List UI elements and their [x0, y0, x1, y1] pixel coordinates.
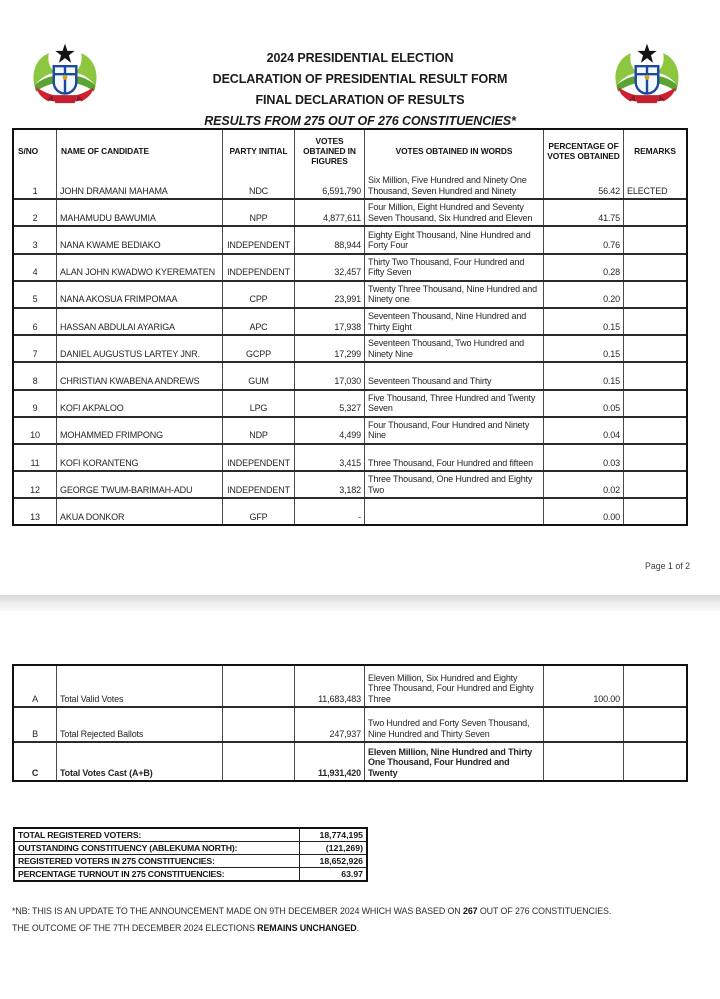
stats-value: 18,652,926 [319, 856, 363, 866]
col-header-sno: S/NO [18, 145, 39, 156]
footnote [12, 903, 712, 936]
result-cell-words [364, 499, 543, 524]
result-cell-remarks [623, 391, 686, 416]
result-cell-remarks [623, 227, 686, 252]
result-cell-party: INDEPENDENT [222, 472, 294, 497]
stats-value: 18,774,195 [319, 830, 363, 840]
result-cell-remarks [623, 499, 686, 524]
ghana-coat-of-arms-right-icon [606, 42, 688, 108]
col-header-words: VOTES OBTAINED IN WORDS [364, 130, 543, 171]
result-cell-figures: 23,991 [294, 282, 364, 307]
summary-row-C [14, 741, 686, 780]
result-cell-remarks [623, 282, 686, 307]
result-cell-sno: 11 [30, 457, 40, 468]
footnote-segment: *NB: THIS IS AN UPDATE TO THE ANNOUNCEMENT MADE ON 9TH DECEMBER 2024 WHICH WAS BASED ON [12, 906, 463, 916]
summary-cell-percent: 100.00 [543, 666, 623, 706]
registered-voters-table [13, 827, 368, 882]
results-table-header [14, 130, 686, 171]
summary-cell-party [222, 666, 294, 706]
result-cell-name: GEORGE TWUM-BARIMAH-ADU [56, 472, 222, 497]
result-cell-name: KOFI KORANTENG [56, 445, 222, 470]
col-header-percent: PERCENTAGE OF VOTES OBTAINED [543, 130, 623, 171]
col-header-figures: VOTES OBTAINED IN FIGURES [294, 130, 364, 171]
result-cell-figures: 32,457 [294, 255, 364, 280]
result-cell-words: Three Thousand, One Hundred and Eighty Two [364, 472, 543, 497]
result-cell-sno: 5 [32, 294, 38, 305]
summary-cell-words: Two Hundred and Forty Seven Thousand, Nine Hundred and Thirty Seven [364, 708, 543, 741]
result-row-4 [14, 253, 686, 280]
result-cell-words: Four Million, Eight Hundred and Seventy Seven Thousand, Six Hundred and Eleven [364, 200, 543, 225]
footnote-segment: . [356, 922, 359, 933]
result-cell-name: JOHN DRAMANI MAHAMA [56, 171, 222, 198]
result-cell-percent: 0.28 [543, 255, 623, 280]
result-cell-party: GCPP [222, 336, 294, 361]
summary-cell-name: Total Votes Cast (A+B) [56, 743, 222, 780]
summary-row-B [14, 706, 686, 741]
result-cell-name: DANIEL AUGUSTUS LARTEY JNR. [56, 336, 222, 361]
result-cell-words: Seventeen Thousand, Nine Hundred and Thirty Eight [364, 309, 543, 334]
result-cell-remarks [623, 336, 686, 361]
summary-cell-remarks [623, 708, 686, 741]
result-cell-sno: 7 [32, 348, 38, 359]
stats-label: REGISTERED VOTERS IN 275 CONSTITUENCIES: [15, 855, 300, 867]
result-cell-sno: 4 [32, 267, 38, 278]
result-cell-words: Seventeen Thousand and Thirty [364, 363, 543, 388]
result-row-11 [14, 443, 686, 470]
result-cell-sno: 2 [32, 212, 38, 223]
result-cell-figures: 3,182 [294, 472, 364, 497]
stats-row-1 [15, 841, 366, 854]
result-cell-percent: 0.03 [543, 445, 623, 470]
summary-cell-remarks [623, 666, 686, 706]
summary-cell-name: Total Rejected Ballots [56, 708, 222, 741]
stats-row-3 [15, 867, 366, 880]
result-row-5 [14, 280, 686, 307]
result-row-12 [14, 470, 686, 497]
summary-cell-percent [543, 743, 623, 780]
result-cell-figures: 17,938 [294, 309, 364, 334]
footnote-segment: OUT OF 276 CONSTITUENCIES. [477, 906, 612, 916]
summary-cell-party [222, 743, 294, 780]
result-cell-party: INDEPENDENT [222, 445, 294, 470]
result-cell-percent: 0.02 [543, 472, 623, 497]
result-cell-name: NANA AKOSUA FRIMPOMAA [56, 282, 222, 307]
result-cell-percent: 0.20 [543, 282, 623, 307]
document-header [110, 48, 610, 132]
result-cell-figures: 17,299 [294, 336, 364, 361]
result-cell-name: MAHAMUDU BAWUMIA [56, 200, 222, 225]
stats-label: TOTAL REGISTERED VOTERS: [15, 829, 300, 841]
result-cell-party: INDEPENDENT [222, 255, 294, 280]
summary-cell-percent [543, 708, 623, 741]
result-cell-party: GUM [222, 363, 294, 388]
footnote-segment: REMAINS UNCHANGED [257, 922, 357, 933]
result-cell-remarks [623, 445, 686, 470]
footnote-line-1 [12, 903, 712, 920]
result-cell-figures: 5,327 [294, 391, 364, 416]
result-cell-remarks [623, 255, 686, 280]
stats-label: PERCENTAGE TURNOUT IN 275 CONSTITUENCIES: [15, 868, 300, 880]
footnote-segment: THE OUTCOME OF THE 7TH DECEMBER 2024 ELECTIONS [12, 922, 258, 933]
footnote-line-2 [12, 920, 712, 937]
summary-cell-sno: C [31, 767, 39, 778]
result-row-3 [14, 225, 686, 252]
results-table [12, 128, 688, 526]
result-cell-party: CPP [222, 282, 294, 307]
result-row-8 [14, 361, 686, 388]
result-cell-figures: 17,030 [294, 363, 364, 388]
result-cell-name: KOFI AKPALOO [56, 391, 222, 416]
result-cell-figures: 6,591,790 [294, 171, 364, 198]
footnote-segment: 267 [462, 906, 478, 916]
result-cell-percent: 0.15 [543, 363, 623, 388]
title-final-declaration: FINAL DECLARATION OF RESULTS [255, 93, 465, 107]
summary-cell-sno: A [32, 693, 38, 704]
result-cell-figures: 88,944 [294, 227, 364, 252]
stats-value: 63.97 [341, 869, 363, 879]
result-row-6 [14, 307, 686, 334]
result-row-10 [14, 416, 686, 443]
summary-row-A [14, 666, 686, 706]
result-cell-words: Twenty Three Thousand, Nine Hundred and Ninety one [364, 282, 543, 307]
result-cell-remarks: ELECTED [623, 171, 686, 198]
result-cell-sno: 6 [32, 321, 38, 332]
stats-value: (121,269) [325, 843, 363, 853]
stats-label: OUTSTANDING CONSTITUENCY (ABLEKUMA NORTH): [15, 842, 300, 854]
result-cell-figures: - [294, 499, 364, 524]
col-header-name: NAME OF CANDIDATE [56, 130, 222, 171]
result-cell-sno: 12 [30, 484, 40, 495]
result-row-2 [14, 198, 686, 225]
title-constituencies: RESULTS FROM 275 OUT OF 276 CONSTITUENCIES* [204, 114, 516, 128]
summary-cell-words: Eleven Million, Six Hundred and Eighty Three Thousand, Four Hundred and Eighty Three [364, 666, 543, 706]
result-cell-party: GFP [222, 499, 294, 524]
result-cell-name: HASSAN ABDULAI AYARIGA [56, 309, 222, 334]
result-cell-percent: 0.15 [543, 336, 623, 361]
summary-cell-figures: 11,683,483 [294, 666, 364, 706]
result-cell-party: INDEPENDENT [222, 227, 294, 252]
title-election: 2024 PRESIDENTIAL ELECTION [266, 51, 454, 65]
result-cell-party: NDC [222, 171, 294, 198]
page-number-label: Page 1 of 2 [645, 561, 690, 571]
result-row-7 [14, 334, 686, 361]
result-cell-words: Eighty Eight Thousand, Nine Hundred and Forty Four [364, 227, 543, 252]
result-cell-words: Four Thousand, Four Hundred and Ninety Nine [364, 418, 543, 443]
summary-cell-figures: 11,931,420 [294, 743, 364, 780]
summary-cell-words: Eleven Million, Nine Hundred and Thirty One Thousand, Four Hundred and Twenty [364, 743, 543, 780]
result-cell-words: Five Thousand, Three Hundred and Twenty Seven [364, 391, 543, 416]
stats-row-0 [15, 829, 366, 841]
result-cell-sno: 1 [32, 185, 38, 196]
summary-cell-remarks [623, 743, 686, 780]
result-cell-party: NPP [222, 200, 294, 225]
result-cell-party: NDP [222, 418, 294, 443]
page-break-separator [0, 595, 720, 611]
result-cell-name: ALAN JOHN KWADWO KYEREMATEN [56, 255, 222, 280]
result-cell-sno: 13 [30, 511, 40, 522]
result-cell-remarks [623, 200, 686, 225]
result-cell-figures: 4,499 [294, 418, 364, 443]
result-row-9 [14, 389, 686, 416]
result-cell-percent: 56.42 [543, 171, 623, 198]
result-row-13 [14, 497, 686, 524]
result-cell-sno: 3 [32, 240, 38, 251]
result-cell-party: APC [222, 309, 294, 334]
result-cell-words: Seventeen Thousand, Two Hundred and Ninety Nine [364, 336, 543, 361]
result-cell-percent: 0.05 [543, 391, 623, 416]
result-cell-percent: 0.15 [543, 309, 623, 334]
result-cell-name: CHRISTIAN KWABENA ANDREWS [56, 363, 222, 388]
result-cell-sno: 9 [32, 403, 38, 414]
result-cell-words: Three Thousand, Four Hundred and fifteen [364, 445, 543, 470]
ghana-coat-of-arms-left-icon [24, 42, 106, 108]
result-cell-party: LPG [222, 391, 294, 416]
result-row-1 [14, 171, 686, 198]
summary-totals-table [12, 664, 688, 782]
summary-cell-party [222, 708, 294, 741]
result-cell-sno: 10 [30, 430, 40, 441]
summary-cell-name: Total Valid Votes [56, 666, 222, 706]
result-cell-percent: 0.00 [543, 499, 623, 524]
col-header-party: PARTY INITIAL [222, 130, 294, 171]
result-cell-remarks [623, 309, 686, 334]
result-cell-name: MOHAMMED FRIMPONG [56, 418, 222, 443]
col-header-remarks: REMARKS [623, 130, 686, 171]
result-cell-percent: 0.76 [543, 227, 623, 252]
result-cell-sno: 8 [32, 376, 38, 386]
summary-cell-sno: B [32, 728, 38, 739]
result-cell-name: AKUA DONKOR [56, 499, 222, 524]
result-cell-percent: 41.75 [543, 200, 623, 225]
result-cell-figures: 3,415 [294, 445, 364, 470]
result-cell-remarks [623, 472, 686, 497]
title-declaration-form: DECLARATION OF PRESIDENTIAL RESULT FORM [212, 72, 508, 86]
summary-cell-figures: 247,937 [294, 708, 364, 741]
result-cell-figures: 4,877,611 [294, 200, 364, 225]
result-cell-words: Thirty Two Thousand, Four Hundred and Fifty Seven [364, 255, 543, 280]
result-cell-name: NANA KWAME BEDIAKO [56, 227, 222, 252]
result-cell-percent: 0.04 [543, 418, 623, 443]
result-cell-words: Six Million, Five Hundred and Ninety One Thousand, Seven Hundred and Ninety [364, 171, 543, 198]
result-cell-remarks [623, 418, 686, 443]
result-cell-remarks [623, 363, 686, 388]
stats-row-2 [15, 854, 366, 867]
